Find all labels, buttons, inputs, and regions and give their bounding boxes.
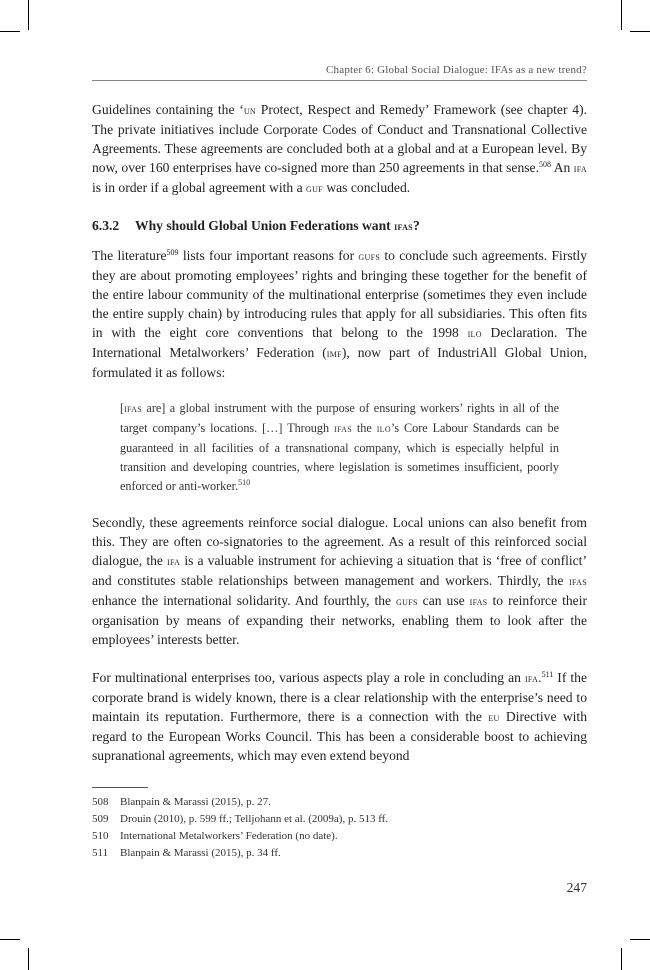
footnote-number: 510 [92, 830, 109, 842]
crop-mark-bottom-right-h [630, 939, 650, 940]
abbreviation: ifas [124, 403, 143, 415]
text-run: An [550, 160, 574, 175]
abbreviation: ifas [334, 423, 352, 435]
text-run: lists four important reasons for [178, 248, 359, 263]
footnotes [92, 794, 587, 862]
crop-mark-bottom-right-v [621, 948, 622, 970]
running-head: Chapter 6: Global Social Dialogue: IFAs as a new trend? [326, 64, 587, 76]
section-heading [92, 216, 587, 236]
text-run: is a valuable instrument for achieving a situation that is ‘free of conflict’ and constitutes stable relationships between management and workers. Thirdly, the [92, 553, 587, 588]
text-run: Directive with regard to the European Works Council. This has been a considerable boost to achieving supranational agreements, which may even extend beyond [92, 709, 587, 763]
abbreviation: ifa [167, 554, 181, 568]
crop-mark-top-left-v [28, 0, 29, 30]
footnote-rule [92, 787, 148, 788]
text-run: ? [412, 218, 420, 233]
abbreviation: imf [326, 346, 342, 360]
abbreviation: un [243, 103, 256, 117]
text-run: to conclude such agreements. Firstly they are about promoting employees’ rights and bringing these together for the benefit of the entire labour community of the multinational enterprise (sometimes they even include the entire supply chain) by introducing rules that apply for all subsidiaries. This often fits in with the eight core conventions that belong to the 1998 [92, 248, 587, 340]
footnote-ref: 508 [538, 160, 551, 169]
paragraph-gap [92, 649, 587, 668]
paragraph-4 [92, 668, 587, 765]
footnote-text: Blanpain & Marassi (2015), p. 27. [120, 796, 271, 808]
block-quote [120, 399, 559, 496]
footnote-text: Drouin (2010), p. 599 ff.; Telljohann et al. (2009a), p. 513 ff. [120, 813, 389, 825]
text-run: can use [417, 593, 470, 608]
text-run: ), now part of IndustriAll Global Union, formulated it as follows: [92, 345, 587, 380]
text-run: The literature [92, 248, 167, 263]
text-run: Secondly, these agreements reinforce social dialogue. Local unions can also benefit from this. They are often co-signatories to the agreement. As a result of this reinforced social dialogue, the [92, 515, 587, 568]
paragraph-3 [92, 513, 587, 649]
section-title: Why should Global Union Federations want [135, 218, 395, 233]
abbreviation: ifas [394, 219, 413, 233]
page-number: 247 [566, 880, 587, 895]
abbreviation: ilo [376, 423, 391, 435]
crop-mark-bottom-left-h [0, 939, 20, 940]
text-run: Guidelines containing the ‘ [92, 102, 244, 117]
text-run: . [538, 670, 542, 685]
abbreviation: gufs [358, 249, 381, 263]
text-run: enhance the international solidarity. And fourthly, the [92, 593, 397, 608]
crop-mark-top-right-h [630, 31, 650, 32]
text-run: to reinforce their organisation by means of expanding their networks, enabling them to look after the employees’ interests better. [92, 593, 588, 647]
abbreviation: ifas [469, 594, 488, 608]
text-run: If the corporate brand is widely known, there is a clear relationship with the enterprise’s need to maintain its reputation. Furthermore, there is a connection with the [92, 670, 587, 724]
text-run: are] a global instrument with the purpose of ensuring workers’ rights in all of the target company’s locations. […] Through [120, 401, 559, 435]
paragraph-2 [92, 246, 587, 382]
paragraph-1 [92, 100, 587, 198]
footnote [92, 794, 587, 811]
text-run: [ [120, 401, 125, 415]
footnote-text: International Metalworkers’ Federation (no date). [120, 830, 338, 842]
footnote-number: 511 [92, 847, 109, 859]
text-run: Declaration. The International Metalworkers’ Federation ( [92, 325, 587, 360]
abbreviation: ifas [569, 574, 587, 588]
text-run: Protect, Respect and Remedy’ Framework (see chapter 4). The private initiatives include Corporate Codes of Conduct and Transnational Collective Agreements. These agreements are concluded both at a global and at a European level. By now, over 160 enterprises have co-signed more than 250 agreements in that sense. [92, 102, 587, 175]
text-run: is in order if a global agreement with a [92, 180, 307, 195]
main-content [92, 100, 587, 765]
footnote [92, 845, 587, 862]
abbreviation: guf [306, 181, 323, 195]
footnote-ref: 511 [541, 670, 554, 679]
footnote [92, 828, 587, 845]
abbreviation: eu [488, 710, 500, 724]
footnote-number: 508 [92, 796, 109, 808]
abbreviation: ifa [573, 161, 587, 175]
crop-mark-bottom-left-v [28, 948, 29, 970]
abbreviation: gufs [396, 594, 418, 608]
text-run: ’s Core Labour Standards can be guaranteed in all facilities of a transnational company, which is especially helpful in transition and developing countries, where legislation is sometimes insufficient, poorly enforced or anti-worker. [120, 421, 560, 493]
footnote-ref: 510 [238, 478, 251, 487]
section-number: 6.3.2 [92, 218, 120, 233]
abbreviation: ilo [467, 326, 482, 340]
header-rule [92, 80, 587, 81]
footnote-ref: 509 [166, 248, 179, 257]
footnote-number: 509 [92, 813, 109, 825]
text-run: was concluded. [322, 180, 411, 195]
footnote-text: Blanpain & Marassi (2015), p. 34 ff. [120, 847, 281, 859]
text-run: For multinational enterprises too, various aspects play a role in concluding an [92, 670, 525, 685]
crop-mark-top-left-h [0, 31, 20, 32]
crop-mark-top-right-v [621, 0, 622, 30]
text-run: the [351, 421, 377, 435]
abbreviation: ifa [524, 671, 539, 685]
footnote [92, 811, 587, 828]
